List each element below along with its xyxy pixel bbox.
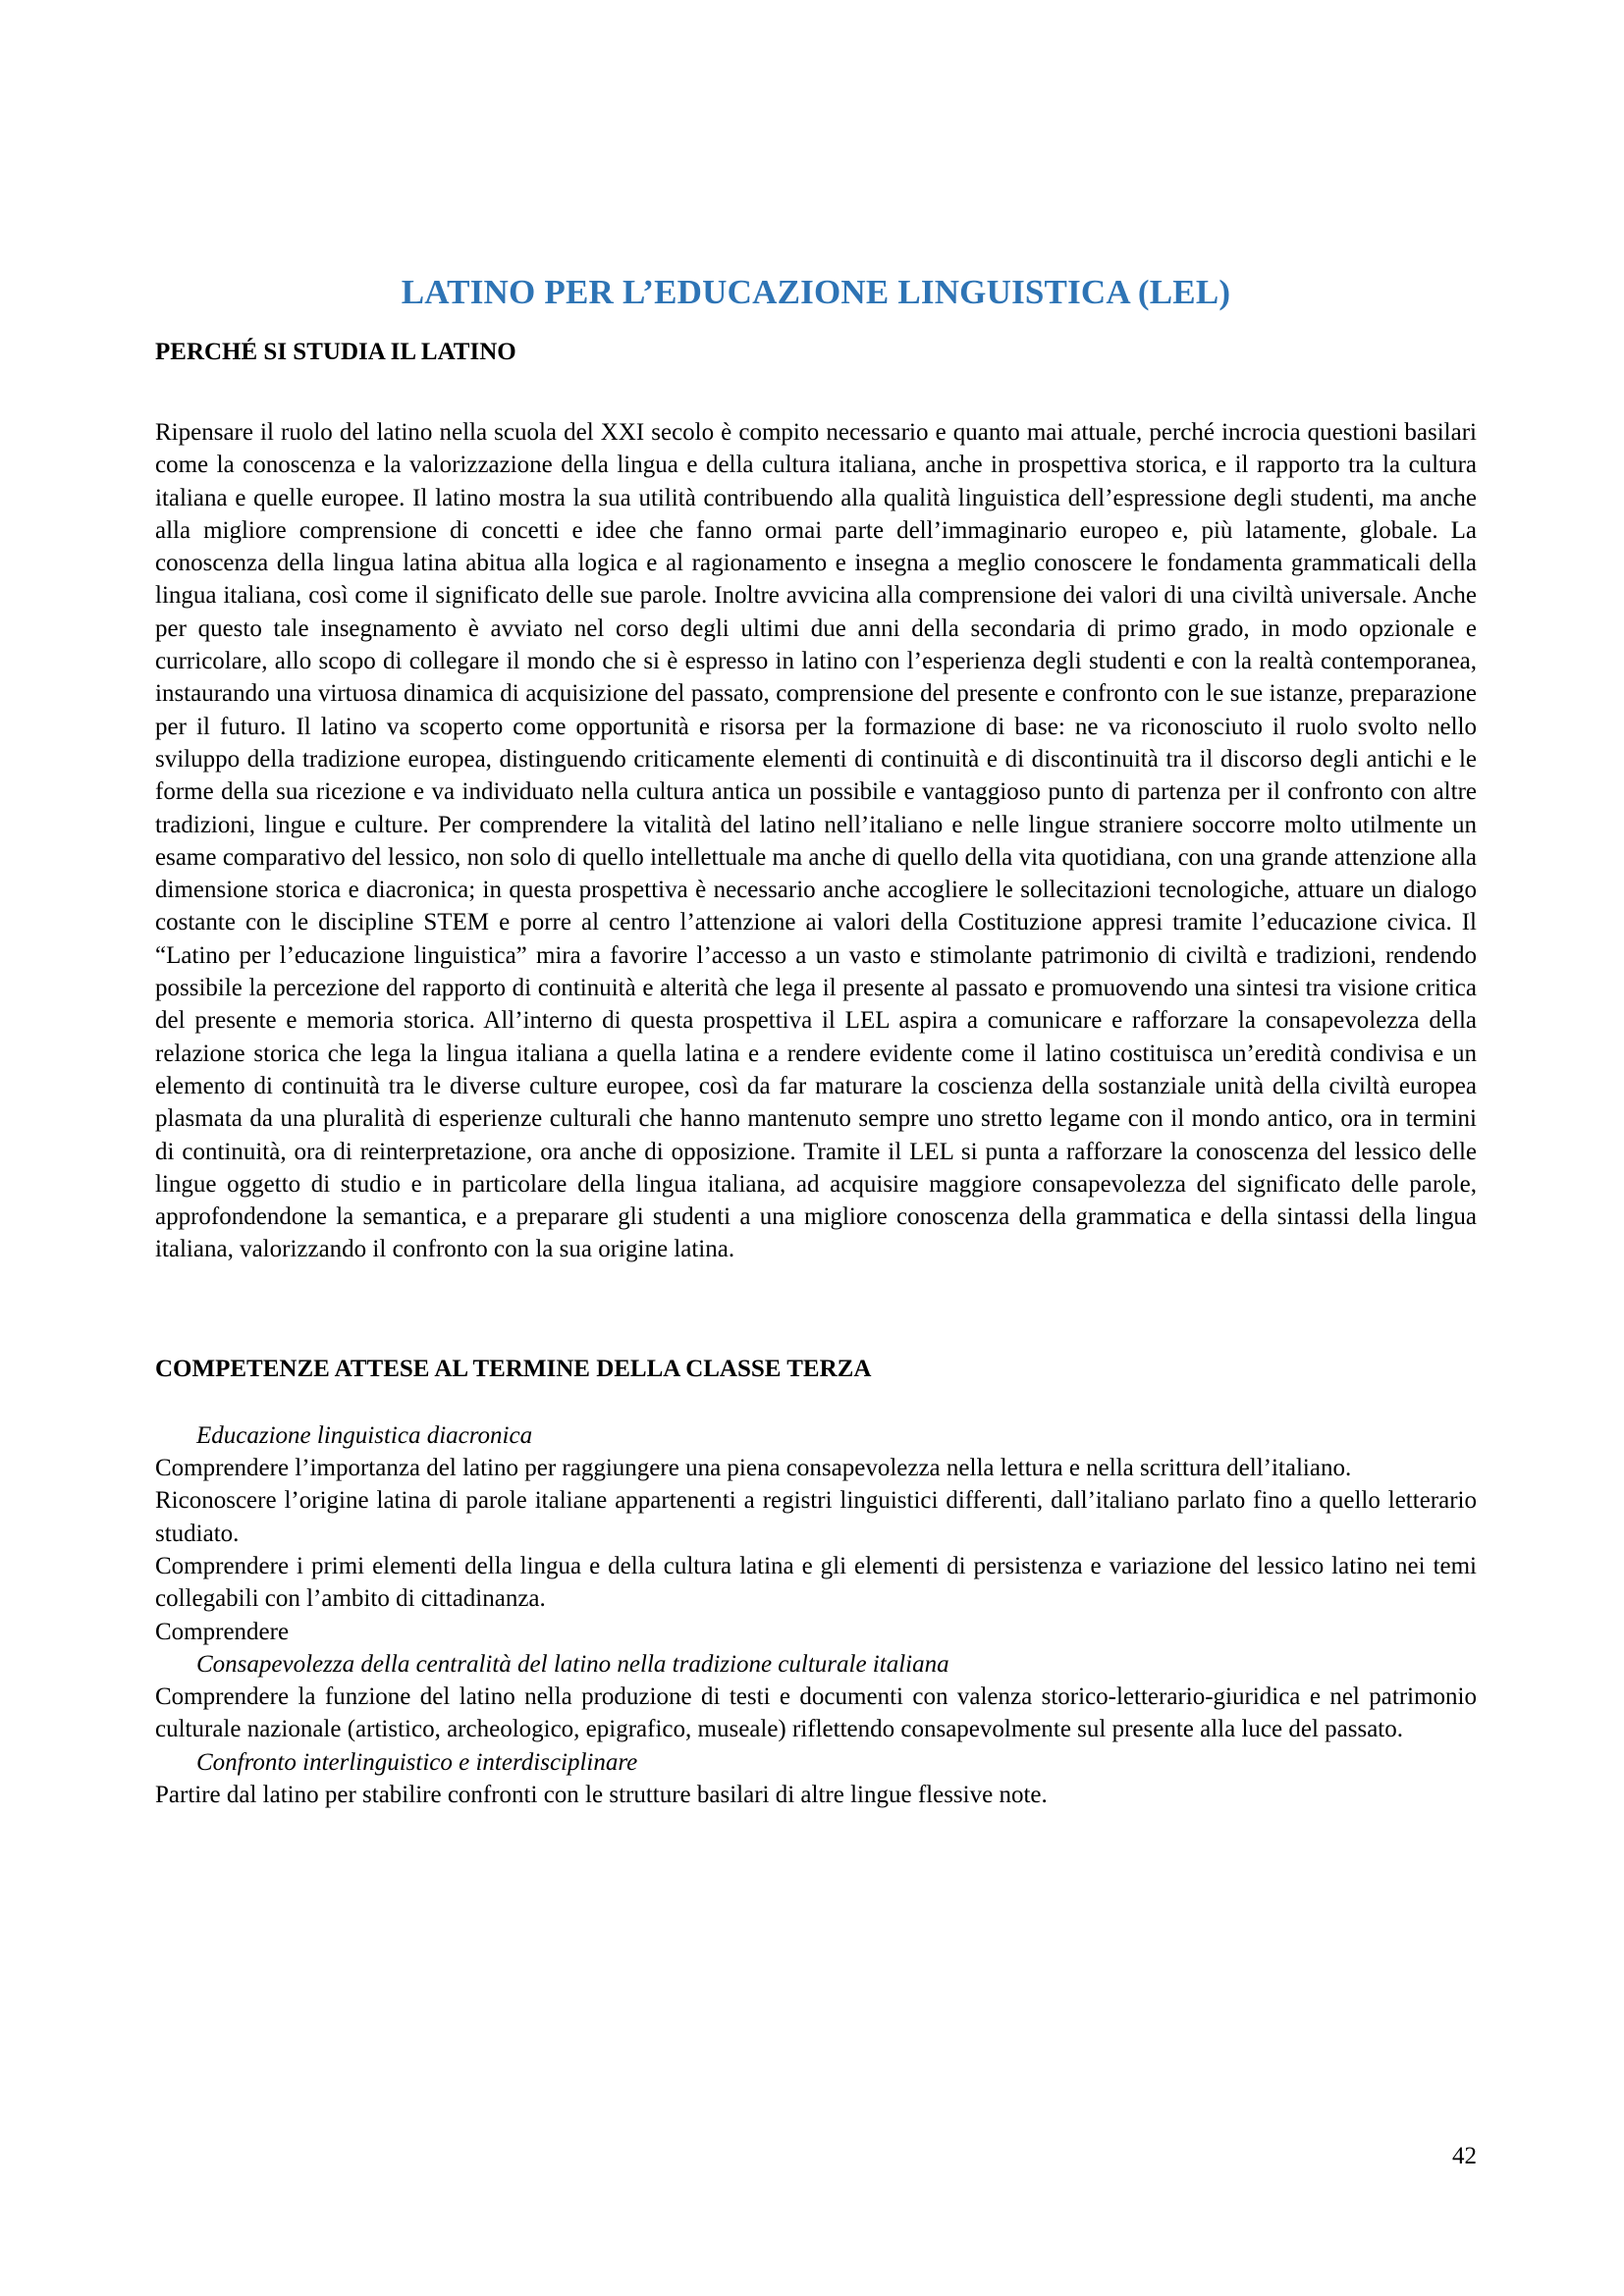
competence-item: Comprendere la funzione del latino nella produzione di testi e documenti con valenza storico-letterario-giuridica e nel patrimonio culturale nazionale (artistico, archeologico, epigrafico, museale) riflettendo consapevolmente sul presente alla luce del passato.	[155, 1683, 1477, 1743]
competence-item: Riconoscere l’origine latina di parole italiane appartenenti a registri linguistici differenti, dall’italiano parlato fino a quello letterario studiato.	[155, 1487, 1477, 1547]
subheading-latin-centrality: Consapevolezza della centralità del latino nella tradizione culturale italiana	[196, 1650, 949, 1678]
intro-paragraph: Ripensare il ruolo del latino nella scuola del XXI secolo è compito necessario e quanto mai attuale, perché incrocia questioni basilari come la conoscenza e la valorizzazione della lingua e della cultura italiana, anche in prospettiva storica, e il rapporto tra la cultura italiana e quelle europee. Il latino mostra la sua utilità contribuendo alla qualità linguistica dell’espressione degli studenti, ma anche alla migliore comprensione di concetti e idee che fanno ormai parte dell’immaginario europeo e, più latamente, globale. La conoscenza della lingua latina abitua alla logica e al ragionamento e insegna a meglio conoscere le fondamenta grammaticali della lingua italiana, così come il significato delle sue parole. Inoltre avvicina alla comprensione dei valori di una civiltà universale. Anche per questo tale insegnamento è avviato nel corso degli ultimi due anni della secondaria di primo grado, in modo opzionale e curricolare, allo scopo di collegare il mondo che si è espresso in latino con l’esperienza degli studenti e con la realtà contemporanea, instaurando una virtuosa dinamica di acquisizione del passato, comprensione del presente e confronto con le sue istanze, preparazione per il futuro. Il latino va scoperto come opportunità e risorsa per la formazione di base: ne va riconosciuto il ruolo svolto nello sviluppo della tradizione europea, distinguendo criticamente elementi di continuità e di discontinuità tra il discorso degli antichi e le forme della sua ricezione e va individuato nella cultura antica un possibile e vantaggioso punto di partenza per il confronto con altre tradizioni, lingue e culture. Per comprendere la vitalità del latino nell’italiano e nelle lingue straniere soccorre molto utilmente un esame comparativo del lessico, non solo di quello intellettuale ma anche di quello della vita quotidiana, con una grande attenzione alla dimensione storica e diacronica; in questa prospettiva è necessario anche accogliere le sollecitazioni tecnologiche, attuare un dialogo costante con le discipline STEM e porre al centro l’attenzione ai valori della Costituzione appresi tramite l’educazione civica. Il “Latino per l’educazione linguistica” mira a favorire l’accesso a un vasto e stimolante patrimonio di civiltà e tradizioni, rendendo possibile la percezione del rapporto di continuità e alterità che lega il presente al passato e promuovendo una sintesi tra visione critica del presente e memoria storica. All’interno di questa prospettiva il LEL aspira a comunicare e rafforzare la consapevolezza della relazione storica che lega la lingua italiana a quella latina e a rendere evidente come il latino costituisca un’eredità condivisa e un elemento di continuità tra le diverse culture europee, così da far maturare la coscienza della sostanziale unità della civiltà europea plasmata da una pluralità di esperienze culturali che hanno mantenuto sempre uno stretto legame con il mondo antico, ora in termini di continuità, ora di reinterpretazione, ora anche di opposizione. Tramite il LEL si punta a rafforzare la conoscenza del lessico delle lingue oggetto di studio e in particolare della lingua italiana, ad acquisire maggiore consapevolezza del significato delle parole, approfondendone la semantica, e a preparare gli studenti a una migliore conoscenza della grammatica e della sintassi della lingua italiana, valorizzando il confronto con la sua origine latina.	[155, 419, 1477, 1263]
competence-item: Comprendere l’importanza del latino per raggiungere una piena consapevolezza nella lettura e nella scrittura dell’italiano.	[155, 1455, 1352, 1482]
competences-list	[155, 1419, 1477, 1812]
competence-item: Partire dal latino per stabilire confronti con le strutture basilari di altre lingue flessive note.	[155, 1781, 1048, 1808]
document-title: LATINO PER L’EDUCAZIONE LINGUISTICA (LEL)	[401, 273, 1231, 311]
page-content	[155, 269, 1477, 1811]
subheading-diachronic-education: Educazione linguistica diacronica	[196, 1421, 533, 1449]
page-number: 42	[1452, 2143, 1477, 2169]
subheading-interlinguistic-comparison: Confronto interlinguistico e interdisciplinare	[196, 1748, 638, 1776]
section-heading-why-latin: PERCHÉ SI STUDIA IL LATINO	[155, 339, 516, 365]
competence-item: Comprendere	[155, 1618, 290, 1645]
section-heading-competences: COMPETENZE ATTESE AL TERMINE DELLA CLASSE TERZA	[155, 1355, 872, 1382]
competence-item: Comprendere i primi elementi della lingua e della cultura latina e gli elementi di persistenza e variazione del lessico latino nei temi collegabili con l’ambito di cittadinanza.	[155, 1552, 1477, 1613]
